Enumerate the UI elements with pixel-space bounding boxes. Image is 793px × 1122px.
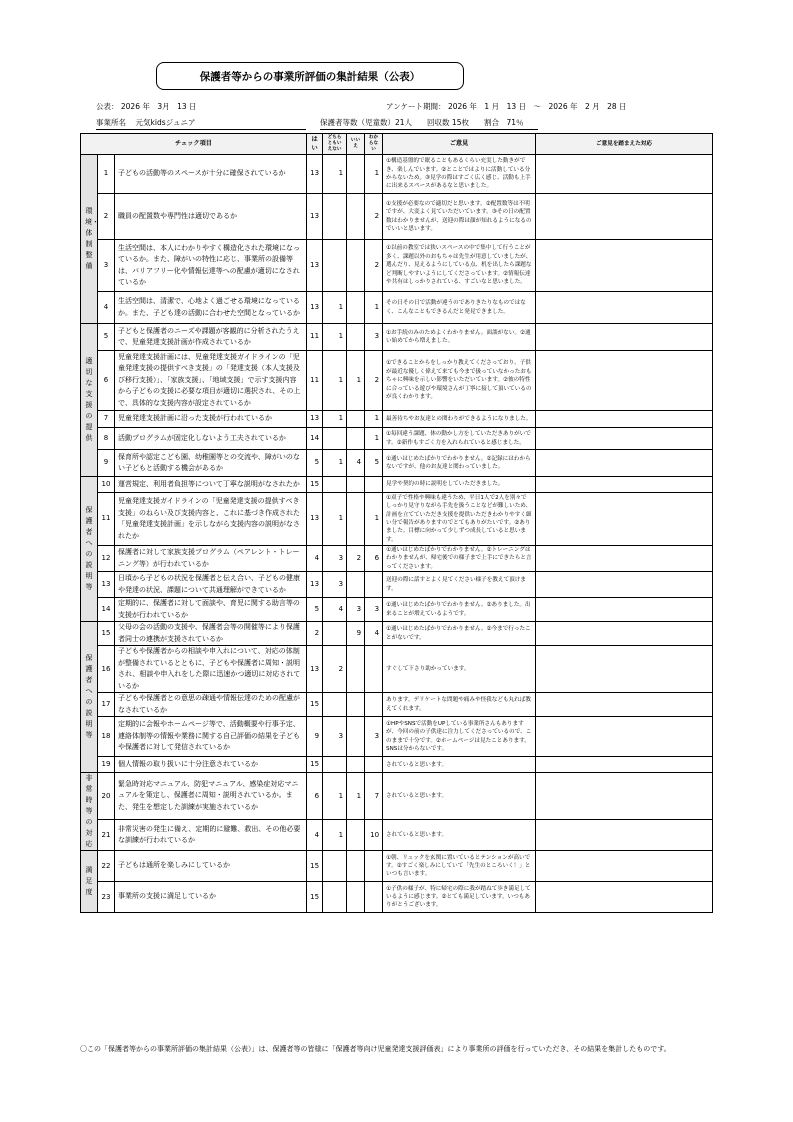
item-number: 17 [98,693,115,717]
count-no: 1 [347,351,365,411]
count-unknown: 3 [365,324,383,351]
count-no: 1 [347,773,365,820]
count-no [347,194,365,240]
footer-note: 〇この「保護者等からの事業所評価の集計結果（公表）」は、保護者等の皆様に「保護者等向け児童発達支援評価表」により事業所の評価を行っていただき、その結果を集計したものです。 [80,1045,671,1053]
count-neither: 1 [323,773,347,820]
opinion-text: 送迎の際に話すとよく見てください様子を教えて頂けます。 [383,572,536,598]
check-item: 緊急時対応マニュアル、防犯マニュアル、感染症対応マニュアルを策定し、保護者に周知・説明されているか。また、発生を想定した訓練が実施されているか [115,773,307,820]
category-label [81,324,98,477]
header-no: いいえ [347,134,365,155]
table-row [81,546,713,572]
category-label-text: 保護者への説明等 [85,506,93,592]
count-no [347,717,365,757]
category-label-text: 満足度 [85,866,93,897]
table-row [81,240,713,292]
table-row [81,155,713,194]
opinion-text: ①HPやSNSで活動をUPしている事業所さんもありますが、今回の前の子供達に注力してくださっているので、このままで十分です。②ホームページは見たことあります。SNSは分からないです。 [383,717,536,757]
check-item: 定期的に会報やホームページ等で、活動概要や行事予定、連絡体制等の情報や業務に関する自己評価の結果を子どもや保護者に対して発信されているか [115,717,307,757]
response-cell [536,324,713,351]
count-unknown: 1 [365,493,383,546]
count-unknown: 1 [365,292,383,324]
count-yes: 15 [307,693,323,717]
count-unknown [365,757,383,773]
check-item: 事業所の支援に満足しているか [115,882,307,913]
item-number: 8 [98,428,115,450]
count-neither: 1 [323,324,347,351]
count-unknown: 4 [365,622,383,646]
item-number: 1 [98,155,115,194]
item-number: 20 [98,773,115,820]
item-number: 2 [98,194,115,240]
table-row [81,572,713,598]
survey-period: 2026 年 1 月 13 日 ～ 2026 年 2 月 28 日 [447,102,627,111]
category-label [81,851,98,913]
check-item: 子どもは通所を楽しみにしているか [115,851,307,882]
check-item: 生活空間は、本人にわかりやすく構造化された環境になっているか。また、障がいの特性に応じ、事業所の設備等は、バリアフリー化や情報伝達等への配慮が適切になされているか [115,240,307,292]
count-no [347,477,365,493]
table-row [81,450,713,477]
opinion-text: されていると思います。 [383,773,536,820]
count-neither: 3 [323,717,347,757]
category-label-text: 保護者への説明等 [85,654,93,740]
item-number: 10 [98,477,115,493]
count-yes: 4 [307,546,323,572]
survey-period-line [386,102,627,112]
table-row [81,757,713,773]
count-neither [323,194,347,240]
response-cell [536,477,713,493]
item-number: 16 [98,646,115,693]
opinion-text: ①毎回違う課題、体の動かし方をしていただきありがいです。②新作もすごく力を入れられていると感じました。 [383,428,536,450]
count-no [347,646,365,693]
response-cell [536,622,713,646]
table-row [81,693,713,717]
publish-date: 2026 年 3月 13 日 [120,102,197,111]
header-check-items: チェック項目 [81,134,307,155]
count-neither: 1 [323,155,347,194]
count-no: 4 [347,450,365,477]
count-yes: 5 [307,598,323,622]
category-label [81,773,98,851]
response-cell [536,428,713,450]
count-neither: 1 [323,411,347,428]
category-label-text: 非常時等の対応 [85,774,93,849]
count-no [347,411,365,428]
check-item: 子どもの活動等のスペースが十分に確保されているか [115,155,307,194]
count-unknown: 1 [365,155,383,194]
item-number: 15 [98,622,115,646]
opinion-text: ①通いはじめたばかりでわかりません。②記録にはわからないですが、他のお友達と関わっていました。 [383,450,536,477]
response-cell [536,194,713,240]
count-unknown [365,572,383,598]
check-item: 児童発達支援計画に沿った支援が行われているか [115,411,307,428]
header-opinion: ご意見 [383,134,536,155]
header-unknown: わからない [365,134,383,155]
table-row [81,773,713,820]
office-line [96,118,306,130]
count-unknown [365,693,383,717]
item-number: 13 [98,572,115,598]
table-row [81,646,713,693]
item-number: 9 [98,450,115,477]
count-yes: 15 [307,477,323,493]
count-yes: 13 [307,646,323,693]
response-cell [536,882,713,913]
item-number: 12 [98,546,115,572]
check-item: 児童発達支援ガイドラインの「児童発達支援の提供すべき支援」のねらい及び支援内容と、これに基づき作成された「児童発達支援計画」を示しながら支援内容の説明がなされたか [115,493,307,546]
opinion-text: すぐして下さり助かっています。 [383,646,536,693]
table-row [81,598,713,622]
opinion-text: あります。デリケートな問題や痛みや怪我なども丸れば教えてくれます。 [383,693,536,717]
table-row [81,622,713,646]
count-no [347,324,365,351]
count-neither: 3 [323,546,347,572]
count-no [347,240,365,292]
evaluation-table [80,133,713,913]
table-row [81,477,713,493]
count-unknown: 2 [365,194,383,240]
response-cell [536,572,713,598]
item-number: 22 [98,851,115,882]
response-cell [536,646,713,693]
count-yes: 6 [307,773,323,820]
table-row [81,851,713,882]
table-row [81,820,713,851]
count-unknown [365,646,383,693]
response-cell [536,155,713,194]
count-unknown: 6 [365,546,383,572]
opinion-text: ①双子で性格や興味も違うため、平日1人で2人を別々でしっかり見守りながら手先を扱うことなどが難しいため、計画を立てていただき支援を提供いただきわかりやすく細い分で報告がありますのでとてもありがたいです。②ありました。目標に向かって少しずつ成長していると思います。 [383,493,536,546]
count-unknown: 3 [365,717,383,757]
opinion-text: その日その日で活動が違うのでありきたりなものではなく、こんなこともできるんだと発見できました。 [383,292,536,324]
response-cell [536,292,713,324]
count-yes: 13 [307,240,323,292]
opinion-text: ①通いはじめたばかりでわかりません。②今まで行ったことがないです。 [383,622,536,646]
opinion-text: ①お手続のみのためよくわかりません。面談がない。②通い始めてから増えました。 [383,324,536,351]
count-no: 3 [347,598,365,622]
count-neither: 1 [323,351,347,411]
category-label-text: 適切な支援の提供 [85,357,93,442]
item-number: 7 [98,411,115,428]
count-no [347,851,365,882]
check-item: 保育所や認定こども園、幼稚園等との交流や、障がいのない子どもと活動する機会があるか [115,450,307,477]
count-yes: 5 [307,450,323,477]
table-row [81,292,713,324]
table-row [81,194,713,240]
table-row [81,717,713,757]
response-cell [536,546,713,572]
item-number: 5 [98,324,115,351]
header-yes: はい [307,134,323,155]
response-cell [536,693,713,717]
check-item: 職員の配置数や専門性は適切であるか [115,194,307,240]
table-row [81,351,713,411]
count-no [347,155,365,194]
opinion-text: ①構造基盤的で眠ることもあるくらい充実した動きができ、楽しんでいます。②とことではよりに活動している分からないため。③見学の際はすごく広く感じ、活動も上手に出来るスペースがあるなと思いました。 [383,155,536,194]
count-no [347,428,365,450]
count-neither: 1 [323,493,347,546]
opinion-text: されていると思います。 [383,757,536,773]
item-number: 11 [98,493,115,546]
category-label [81,155,98,324]
category-label [81,622,98,773]
count-yes: 9 [307,717,323,757]
check-item: 父母の会の活動の支援や、保護者会等の開催等により保護者同士の連携が支援されているか [115,622,307,646]
table-row [81,411,713,428]
count-no: 2 [347,546,365,572]
category-label [81,477,98,622]
count-neither [323,851,347,882]
count-neither [323,240,347,292]
count-no [347,693,365,717]
count-neither [323,428,347,450]
count-yes: 13 [307,194,323,240]
check-item: 個人情報の取り扱いに十分注意されているか [115,757,307,773]
count-yes: 13 [307,292,323,324]
response-cell [536,351,713,411]
office-name: 元気kidsジュニア [135,118,196,127]
count-neither [323,757,347,773]
count-no: 9 [347,622,365,646]
check-item: 運営規定、利用者負担等について丁寧な説明がなされたか [115,477,307,493]
count-no [347,292,365,324]
opinion-text: ①通いはじめたばかりでわかりません。②ありました。出来ることが増えているようです。 [383,598,536,622]
item-number: 14 [98,598,115,622]
count-unknown: 5 [365,450,383,477]
count-no [347,572,365,598]
count-unknown [365,882,383,913]
count-unknown: 10 [365,820,383,851]
item-number: 21 [98,820,115,851]
count-yes: 15 [307,757,323,773]
count-neither [323,622,347,646]
check-item: 定期的に、保護者に対して面談や、育児に関する助言等の支援が行われているか [115,598,307,622]
count-unknown: 3 [365,598,383,622]
count-unknown: 1 [365,428,383,450]
count-yes: 11 [307,324,323,351]
survey-stats: 保護者等数（児童数）21人 回収数 15枚 割合 71％ [320,118,538,130]
count-neither [323,693,347,717]
check-item: 子どもや保護者からの相談や申入れについて、対応の体制が整備されているとともに、子どもや保護者に周知・説明され、相談や申入れをした際に迅速かつ適切に対応されているか [115,646,307,693]
count-neither: 2 [323,646,347,693]
table-row [81,493,713,546]
count-yes: 15 [307,882,323,913]
check-item: 生活空間は、清潔で、心地よく過ごせる環境になっているか。また、子ども達の活動に合わせた空間となっているか [115,292,307,324]
count-neither: 4 [323,598,347,622]
count-yes: 13 [307,493,323,546]
count-yes: 13 [307,155,323,194]
opinion-text: ①子供の様子が、特に帰宅の際に我が踏ねて歩き満足しているように感じます。②とても満足しています。いつもありがとうございます。 [383,882,536,913]
count-yes: 4 [307,820,323,851]
publish-date-line [96,102,197,112]
count-yes: 13 [307,411,323,428]
category-label-text: 環境・体制整備 [85,207,99,270]
header-neither: どちらともいえない [323,134,347,155]
office-label: 事業所名 [96,118,126,127]
count-no [347,757,365,773]
response-cell [536,240,713,292]
response-cell [536,820,713,851]
count-neither: 1 [323,292,347,324]
opinion-text: ①通いはじめたばかりでわかりません。②トレーニングはわかりませんが、帰宅後での様子まで上手にできたらと言ってくださいます。 [383,546,536,572]
count-neither [323,882,347,913]
count-yes: 15 [307,851,323,882]
response-cell [536,757,713,773]
item-number: 18 [98,717,115,757]
response-cell [536,450,713,477]
response-cell [536,773,713,820]
table-row [81,428,713,450]
count-yes: 2 [307,622,323,646]
count-unknown: 1 [365,411,383,428]
count-yes: 11 [307,351,323,411]
survey-period-label: アンケート期間： [386,102,446,111]
count-unknown: 2 [365,351,383,411]
response-cell [536,717,713,757]
table-row [81,882,713,913]
count-unknown [365,851,383,882]
count-no [347,493,365,546]
count-unknown: 7 [365,773,383,820]
table-header-row [81,134,713,155]
count-no [347,820,365,851]
response-cell [536,493,713,546]
opinion-text: されていると思います。 [383,820,536,851]
opinion-text: ①以前の教室では狭いスペースの中で集中して行うことが多く、課題以外のおもちゃは先生が用意していましたが、選んだり、見えるようにしている点、机を出したら課題など判断しやすいようにしてくださっています。②情報伝達や共有はしっかりされている、すごいなと思いました。 [383,240,536,292]
opinion-text: ①できることからをしっかり教えてくださっており、子供が最近な優しく偉えて来ても今まで扱っていなかったおもちゃに興味を示しい影響をいただいています。②彼の特性に合っている遊びや環境さんが丁寧に接して頂いているのが良くわかります。 [383,351,536,411]
count-yes: 14 [307,428,323,450]
check-item: 保護者に対して家族支援プログラム（ペアレント・トレーニング等）が行われているか [115,546,307,572]
check-item: 日頃から子どもの状況を保護者と伝え合い、子どもの健康や発達の状況、課題について共通理解ができているか [115,572,307,598]
count-neither: 1 [323,820,347,851]
header-response: ご意見を踏まえた対応 [536,134,713,155]
check-item: 児童発達支援計画には、児童発達支援ガイドラインの「児童発達支援の提供すべき支援」の「発達支援（本人支援及び移行支援）」、「家族支援」、「地域支援」で示す支援内容から子どもの支援に必要な項目が適切に選択され、その上で、具体的な支援内容が設定されているか [115,351,307,411]
response-cell [536,851,713,882]
check-item: 活動プログラムが固定化しないよう工夫されているか [115,428,307,450]
count-unknown: 2 [365,240,383,292]
count-no [347,882,365,913]
count-neither [323,477,347,493]
count-neither: 3 [323,572,347,598]
check-item: 子どもや保護者との意思の疎通や情報伝達のための配慮がなされているか [115,693,307,717]
opinion-text: 最善待ちやお友達との関わりができるようになりました。 [383,411,536,428]
item-number: 19 [98,757,115,773]
item-number: 3 [98,240,115,292]
opinion-text: ①朝、リュックを玄関に置いているとテンションが高いです。②すごく楽しみにしていて「先生のところいく！」といつも言います。 [383,851,536,882]
publish-label: 公表： [96,102,119,111]
response-cell [536,411,713,428]
document-title: 保護者等からの事業所評価の集計結果（公表） [156,62,464,90]
opinion-text: 見学や契約の時に説明をしていただきました。 [383,477,536,493]
count-unknown [365,477,383,493]
count-yes: 13 [307,572,323,598]
check-item: 子どもと保護者のニーズや課題が客観的に分析されたうえで、児童発達支援計画が作成されているか [115,324,307,351]
response-cell [536,598,713,622]
opinion-text: ①支援が必要なので適切だと思います。②配置数等は不明ですが、大変よく見ていただいています。③その日の配置数はわかりませんが、送迎の際は顔が知れるようになるのでいいと思います。 [383,194,536,240]
table-body [81,155,713,913]
table-row [81,324,713,351]
item-number: 23 [98,882,115,913]
item-number: 4 [98,292,115,324]
count-neither: 1 [323,450,347,477]
item-number: 6 [98,351,115,411]
check-item: 非常災害の発生に備え、定期的に避難、救出、その他必要な訓練が行われているか [115,820,307,851]
